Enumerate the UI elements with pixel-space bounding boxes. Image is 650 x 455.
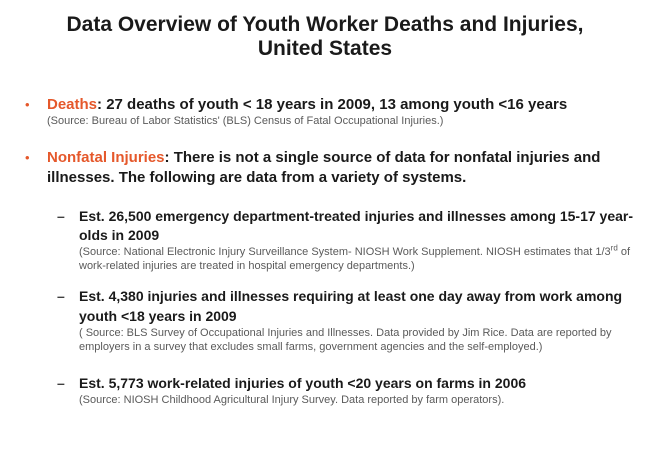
dash-icon: –	[57, 374, 65, 391]
bullet-deaths-content	[47, 95, 647, 129]
bullet-nonfatal-text	[47, 148, 647, 186]
bullet-deaths-lead: Deaths	[47, 96, 98, 114]
bullet-deaths	[0, 95, 650, 129]
bullet-dot-icon: •	[25, 150, 30, 166]
sub-bullet-days-away-source	[79, 327, 639, 355]
sub-bullet-emergency-dept	[0, 207, 650, 275]
bullet-deaths-text	[47, 95, 647, 114]
sub-bullet-emergency-dept-content	[79, 207, 639, 275]
bullet-nonfatal-lead: Nonfatal Injuries	[47, 149, 165, 167]
sub-bullet-days-away-heading: Est. 4,380 injuries and illnesses requiring at least one day away from work among youth <18 years in 2009	[79, 288, 623, 324]
source-text: ( Source: BLS Survey of Occupational Injuries and Illnesses. Data provided by Jim Rice. Data are reported by employers in a survey that excludes small farms, government agencies and the self-employed.)	[79, 327, 612, 353]
sub-bullet-farms-content	[79, 374, 639, 408]
source-text: (Source: NIOSH Childhood Agricultural Injury Survey. Data reported by farm operators).	[79, 394, 505, 407]
bullet-nonfatal-body: : There is not a single source of data for nonfatal injuries and illnesses. The following are data from a variety of systems.	[47, 149, 601, 186]
sub-bullet-emergency-dept-source	[79, 243, 639, 274]
bullet-deaths-source: (Source: Bureau of Labor Statistics' (BLS) Census of Fatal Occupational Injuries.)	[47, 115, 444, 128]
source-text: of work-related injuries are treated in hospital emergency departments.)	[79, 246, 631, 273]
bullet-nonfatal-content	[47, 148, 647, 186]
bullet-nonfatal-injuries	[0, 148, 650, 186]
page-title	[0, 13, 650, 61]
title-line-1: Data Overview of Youth Worker Deaths and Injuries,	[66, 13, 584, 36]
bullet-dot-icon: •	[25, 97, 30, 113]
sub-bullet-emergency-dept-heading: Est. 26,500 emergency department-treated injuries and illnesses among 15-17 year-olds in 2009	[79, 207, 634, 244]
bullet-deaths-body: : 27 deaths of youth < 18 years in 2009, 13 among youth <16 years	[97, 96, 568, 114]
sub-bullet-farms-source	[79, 394, 639, 408]
dash-icon: –	[57, 207, 65, 224]
sub-bullet-farms-heading: Est. 5,773 work-related injuries of youth <20 years on farms in 2006	[79, 374, 527, 391]
sub-bullet-days-away-content	[79, 287, 639, 355]
source-superscript: rd	[610, 243, 618, 253]
source-text: (Source: National Electronic Injury Surveillance System- NIOSH Work Supplement. NIOSH estimates that 1/3	[79, 246, 611, 259]
sub-bullet-days-away	[0, 287, 650, 355]
dash-icon: –	[57, 288, 65, 305]
sub-bullet-farms	[0, 374, 650, 408]
title-line-2: United States	[257, 37, 393, 61]
